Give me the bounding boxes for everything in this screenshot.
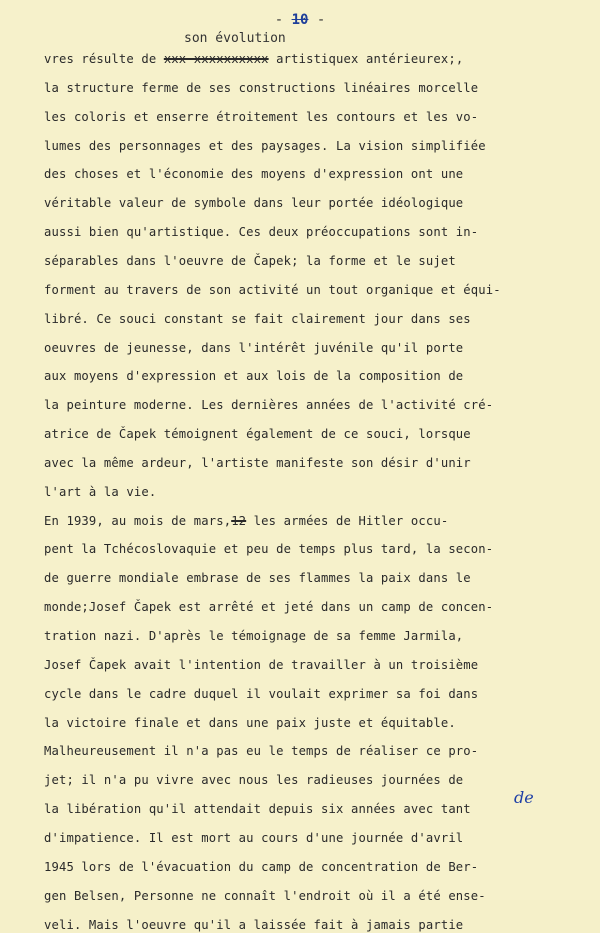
text-line — [44, 195, 463, 211]
text-line-content: gen Belsen, Personne ne connaît l'endroit où il a été ense- — [44, 888, 486, 903]
text-line-content: avec la même ardeur, l'artiste manifeste son désir d'unir — [44, 455, 471, 470]
text-line-content: atrice de Čapek témoignent également de ce souci, lorsque — [44, 427, 471, 442]
text-line — [44, 368, 463, 384]
text-line — [44, 51, 463, 67]
text-line — [44, 888, 486, 904]
text-line — [44, 340, 463, 356]
text-line — [44, 686, 478, 702]
text-line-content: aussi bien qu'artistique. Ces deux préoccupations sont in- — [44, 225, 479, 240]
struck-text: 12 — [231, 513, 247, 528]
text-line-content: pent la Tchécoslovaquie et peu de temps plus tard, la secon- — [44, 542, 494, 557]
text-line-content: la peinture moderne. Les dernières années de l'activité cré- — [44, 398, 494, 413]
text-line-content: vres résulte de — [44, 52, 164, 66]
text-line-content: monde;Josef Čapek est arrêté et jeté dans un camp de concen- — [44, 600, 494, 615]
text-line-content: cycle dans le cadre duquel il voulait exprimer sa foi dans — [44, 686, 479, 701]
text-line-content: séparables dans l'oeuvre de Čapek; la forme et le sujet — [44, 253, 456, 268]
text-line — [44, 311, 471, 327]
text-line-content: libré. Ce souci constant se fait clairement jour dans ses — [44, 311, 471, 326]
text-line-content: oeuvres de jeunesse, dans l'intérêt juvénile qu'il porte — [44, 340, 464, 355]
text-line-content: la structure ferme de ses constructions linéaires morcelle — [44, 80, 479, 95]
text-line-continuation: les armées de Hitler occu- — [246, 513, 449, 528]
text-line-content: la libération qu'il attendait depuis six années avec tant — [44, 802, 471, 817]
text-line-content: En 1939, au mois de mars, — [44, 513, 232, 528]
text-line — [44, 917, 463, 933]
text-line-content: des choses et l'économie des moyens d'expression ont une — [44, 167, 464, 182]
text-line — [44, 599, 493, 615]
text-line — [44, 109, 478, 125]
text-line-content: veli. Mais l'oeuvre qu'il a laissée fait à jamais partie — [44, 917, 464, 932]
text-line-content: forment au travers de son activité un tout organique et équi- — [44, 282, 501, 297]
text-line-content: véritable valeur de symbole dans leur portée idéologique — [44, 196, 464, 211]
text-line — [44, 282, 501, 298]
text-line — [44, 801, 471, 817]
text-line — [44, 397, 493, 413]
text-line-content: jet; il n'a pu vivre avec nous les radieuses journées de — [44, 773, 464, 788]
text-line — [44, 513, 448, 529]
text-line-content: aux moyens d'expression et aux lois de la composition de — [44, 369, 464, 384]
text-line-content: de guerre mondiale embrase de ses flammes la paix dans le — [44, 571, 471, 586]
text-line-content: d'impatience. Il est mort au cours d'une journée d'avril — [44, 830, 464, 845]
text-line — [44, 628, 463, 644]
text-line — [44, 484, 156, 500]
page-number: - 10 - — [274, 12, 326, 28]
text-line — [44, 715, 456, 731]
struck-text: xxx xxxxxxxxxx — [163, 52, 269, 66]
text-line — [44, 253, 456, 269]
page-number-value: 10 — [291, 12, 309, 28]
text-line-content: Malheureusement il n'a pas eu le temps de réaliser ce pro- — [44, 744, 479, 759]
text-line-continuation: artistiquex antérieurex;, — [268, 52, 464, 66]
text-line-content: les coloris et enserre étroitement les contours et les vo- — [44, 109, 479, 124]
handwritten-insertion: son évolution — [184, 31, 286, 46]
text-line — [44, 138, 486, 154]
text-line-content: 1945 lors de l'évacuation du camp de concentration de Ber- — [44, 859, 479, 874]
text-line — [44, 166, 463, 182]
text-line-content: Josef Čapek avait l'intention de travailler à un troisième — [44, 657, 479, 672]
text-line — [44, 426, 471, 442]
text-line — [44, 224, 478, 240]
text-line — [44, 859, 478, 875]
text-line — [44, 743, 478, 759]
text-line-content: la victoire finale et dans une paix juste et équitable. — [44, 715, 456, 730]
text-line-content: tration nazi. D'après le témoignage de sa femme Jarmila, — [44, 629, 464, 643]
text-line — [44, 772, 463, 788]
text-line — [44, 80, 478, 96]
text-line — [44, 830, 463, 846]
text-line-content: l'art à la vie. — [44, 484, 157, 499]
text-line — [44, 455, 471, 471]
text-line-content: lumes des personnages et des paysages. La vision simplifiée — [44, 138, 486, 153]
margin-annotation: de — [514, 788, 534, 807]
text-line — [44, 541, 493, 557]
text-line — [44, 570, 471, 586]
text-line — [44, 657, 478, 673]
